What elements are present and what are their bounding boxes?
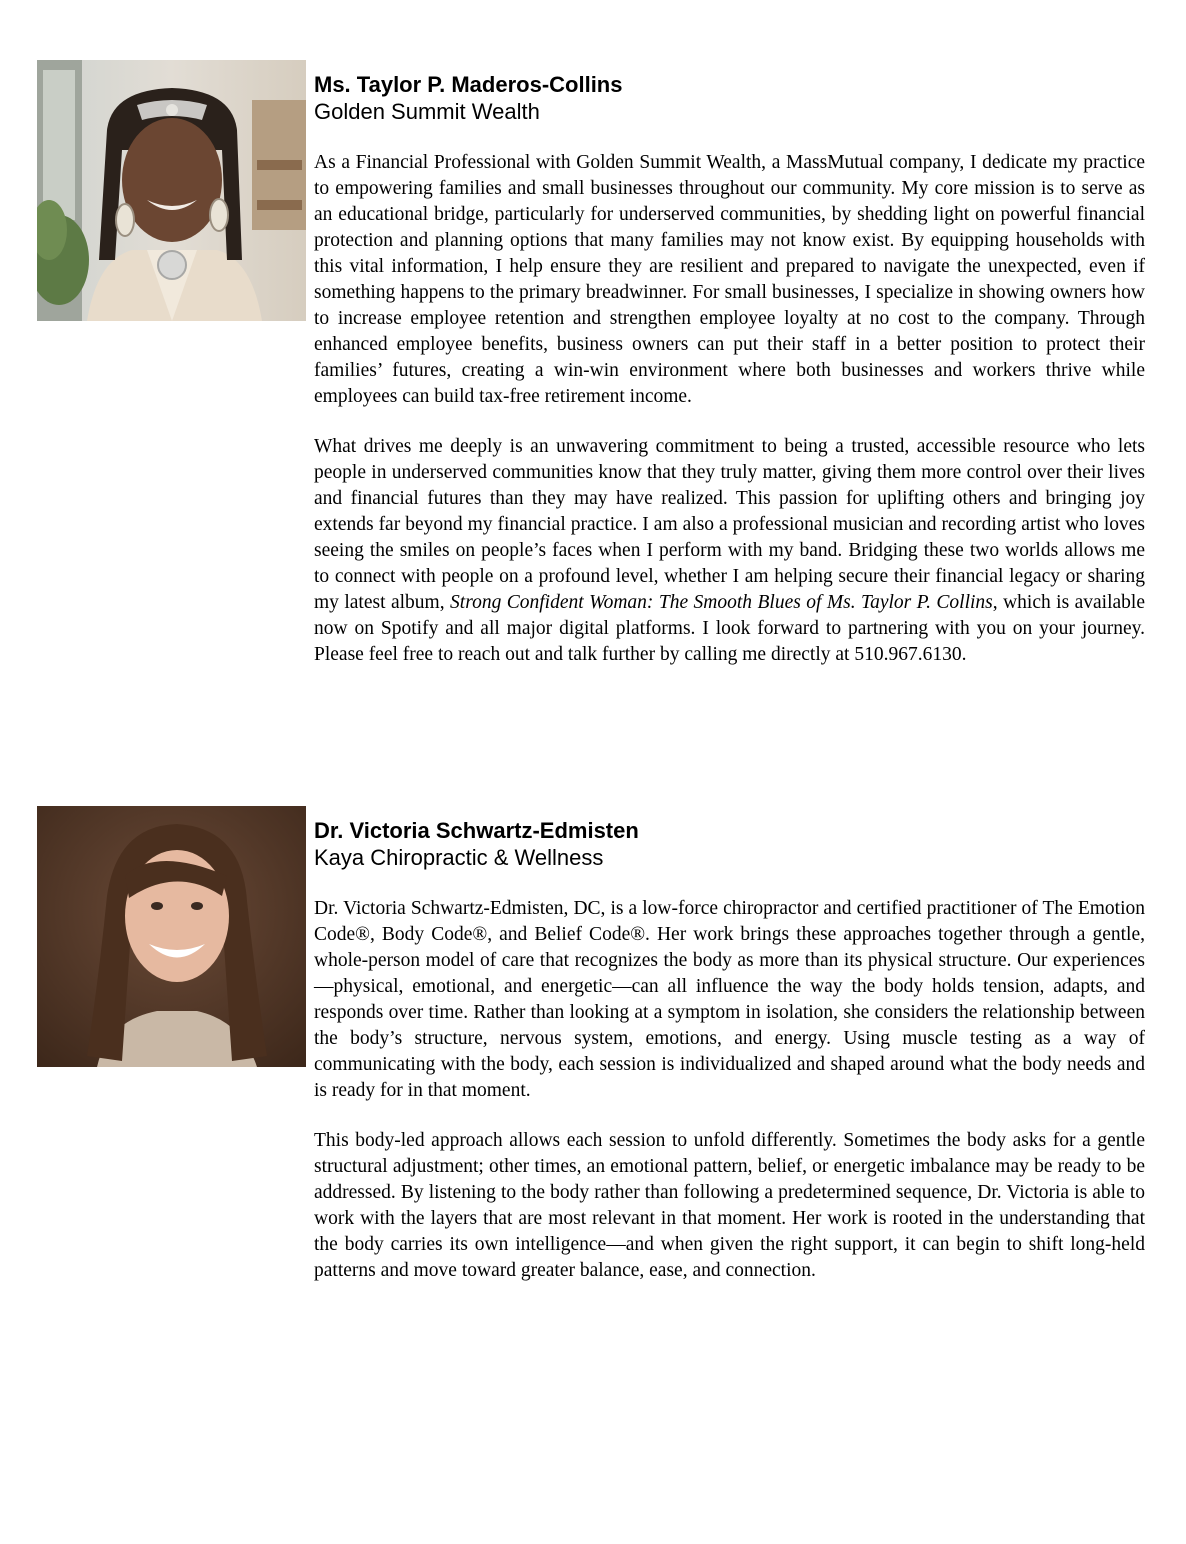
bio-paragraph: Dr. Victoria Schwartz-Edmisten, DC, is a low-force chiropractor and certified practitioner of The Emotion Code®, Body Code®, and Belief Code®. Her work brings these approaches together through a gentle, whole-person model of care that recognizes the body as more than its physical structure. Our experiences—physical, emotional, and energetic—can all influence the way the body holds tension, adapts, and responds over time. Rather than looking at a symptom in isolation, she considers the relationship between the body’s structure, nervous system, emotions, and energy. Using muscle testing as a way of communicating with the body, each session is individualized and shaped around what the body needs and is ready for in that moment. bbox=[314, 898, 1145, 1101]
profile-text bbox=[314, 72, 1145, 668]
profile-company: Golden Summit Wealth bbox=[314, 99, 540, 124]
album-title: Strong Confident Woman: The Smooth Blues of Ms. Taylor P. Collins bbox=[450, 592, 993, 613]
profile-name: Dr. Victoria Schwartz-Edmisten bbox=[314, 818, 639, 843]
bio-text: What drives me deeply is an unwavering commitment to being a trusted, accessible resource who lets people in underserved communities know that they truly matter, giving them more control over their lives and financial futures than they may have realized. This passion for uplifting others and bringing joy extends far beyond my financial practice. I am also a professional musician and recording artist who loves seeing the smiles on people’s faces when I perform with my band. Bridging these two worlds allows me to connect with people on a profound level, whether I am helping secure their financial legacy or sharing my latest album, bbox=[314, 436, 1145, 613]
profile-text bbox=[314, 818, 1145, 1284]
profile-name: Ms. Taylor P. Maderos-Collins bbox=[314, 72, 623, 97]
bio-paragraph: As a Financial Professional with Golden Summit Wealth, a MassMutual company, I dedicate my practice to empowering families and small businesses throughout our community. My core mission is to serve as an educational bridge, particularly for underserved communities, by shedding light on powerful financial protection and planning options that many families may not know exist. By equipping households with this vital information, I help ensure they are resilient and prepared to navigate the unexpected, even if something happens to the primary breadwinner. For small businesses, I specialize in showing owners how to increase employee retention and strengthen employee loyalty at no cost to the company. Through enhanced employee benefits, business owners can put their staff in a better position to protect their families’ futures, creating a win-win environment where both businesses and workers thrive while employees can build tax-free retirement income. bbox=[314, 152, 1145, 407]
bio-paragraph bbox=[314, 434, 1145, 668]
bio-paragraph: This body-led approach allows each session to unfold differently. Sometimes the body asks for a gentle structural adjustment; other times, an emotional pattern, belief, or energetic imbalance may be ready to be addressed. By listening to the body rather than following a predetermined sequence, Dr. Victoria is able to work with the layers that are most relevant in that moment. Her work is rooted in the understanding that the body carries its own intelligence—and when given the right support, it can begin to shift long-held patterns and move toward greater balance, ease, and connection. bbox=[314, 1130, 1145, 1281]
bio-text: , which is available now on Spotify and all major digital platforms. I look forward to partnering with you on your journey. Please feel free to reach out and talk further by calling me directly at 510.967.6130. bbox=[314, 592, 1145, 665]
profile-company: Kaya Chiropractic & Wellness bbox=[314, 845, 604, 870]
profile-photo bbox=[37, 806, 306, 1067]
profile-photo bbox=[37, 60, 306, 321]
